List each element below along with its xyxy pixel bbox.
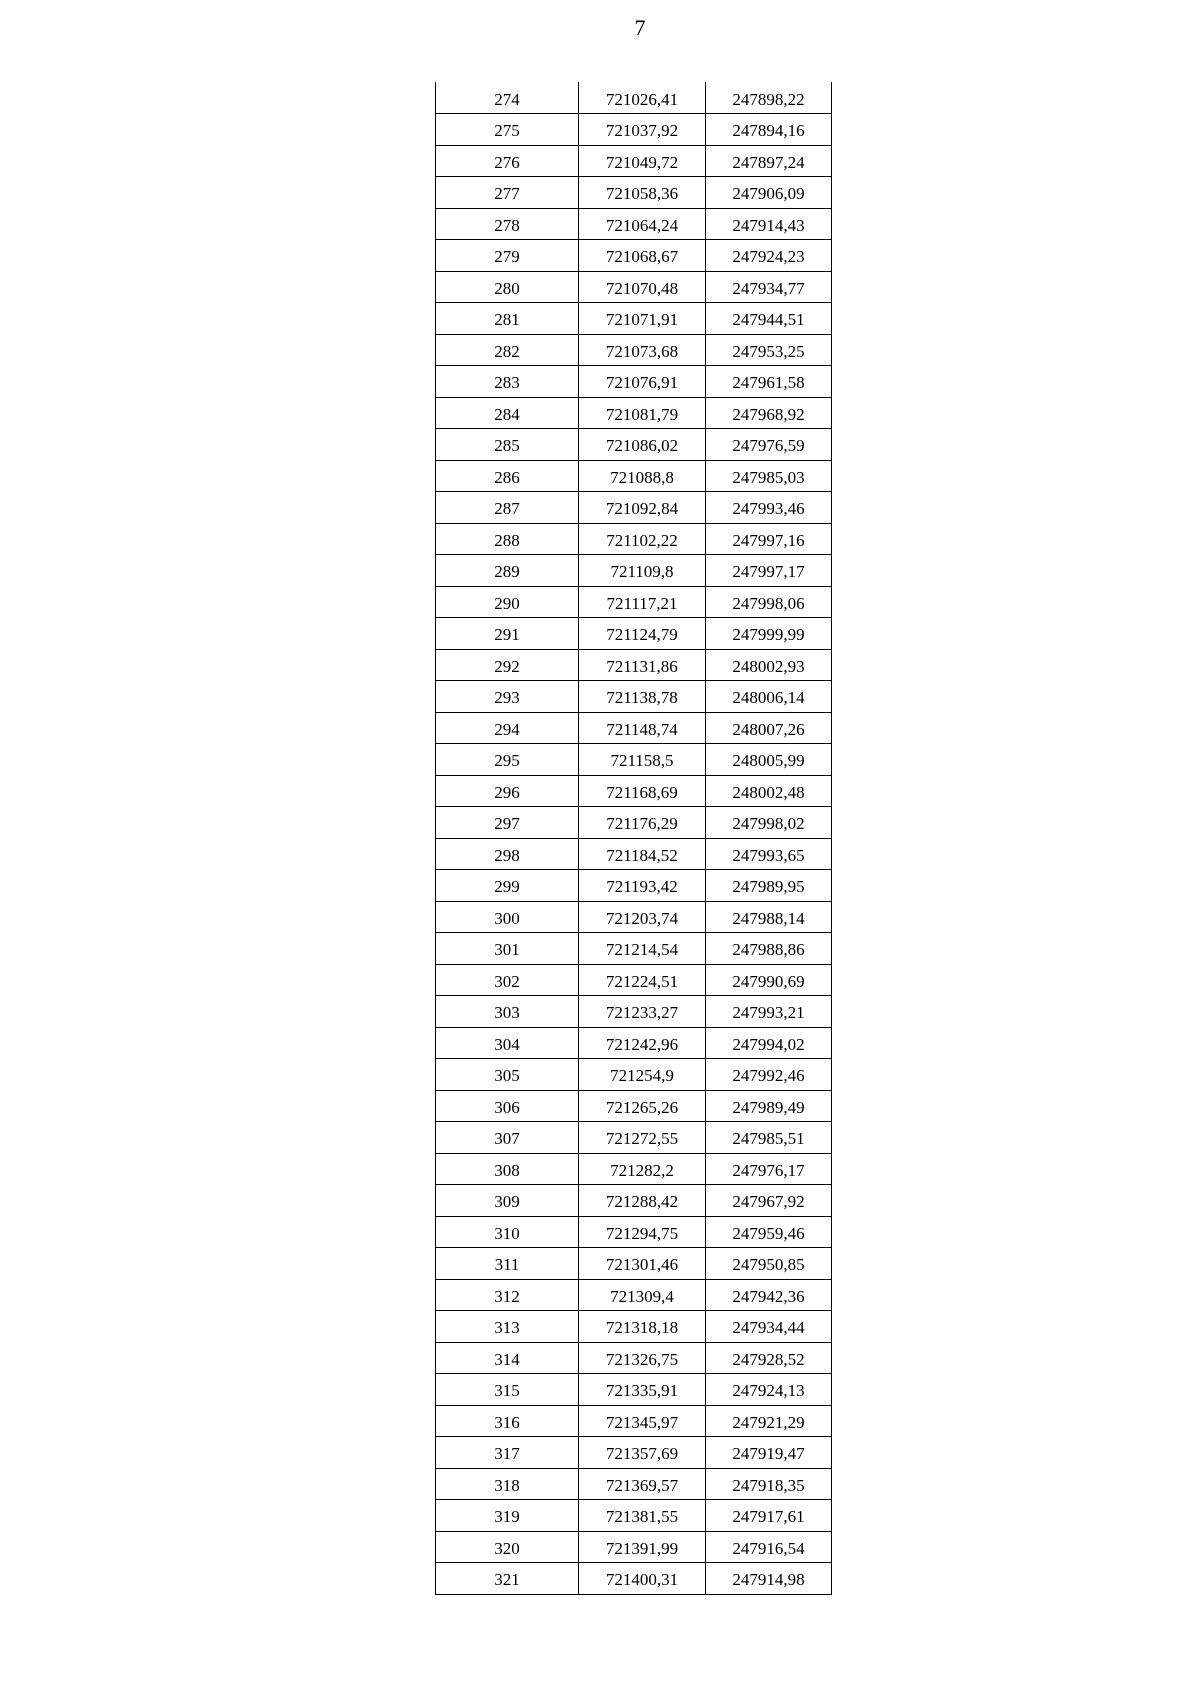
- table-row: [436, 1374, 832, 1406]
- x-coordinate-cell: 721233,27: [579, 996, 706, 1028]
- table-row: [436, 1500, 832, 1532]
- point-number-cell: 281: [436, 303, 579, 335]
- x-coordinate-cell: 721148,74: [579, 712, 706, 744]
- table-row: [436, 649, 832, 681]
- point-number-cell: 291: [436, 618, 579, 650]
- x-coordinate-cell: 721086,02: [579, 429, 706, 461]
- x-coordinate-cell: 721254,9: [579, 1059, 706, 1091]
- x-coordinate-cell: 721282,2: [579, 1153, 706, 1185]
- x-coordinate-cell: 721076,91: [579, 366, 706, 398]
- point-number-cell: 283: [436, 366, 579, 398]
- x-coordinate-cell: 721301,46: [579, 1248, 706, 1280]
- table-row: [436, 1153, 832, 1185]
- x-coordinate-cell: 721184,52: [579, 838, 706, 870]
- point-number-cell: 313: [436, 1311, 579, 1343]
- point-number-cell: 298: [436, 838, 579, 870]
- x-coordinate-cell: 721193,42: [579, 870, 706, 902]
- point-number-cell: 279: [436, 240, 579, 272]
- y-coordinate-cell: 247997,17: [706, 555, 832, 587]
- point-number-cell: 303: [436, 996, 579, 1028]
- x-coordinate-cell: 721064,24: [579, 208, 706, 240]
- y-coordinate-cell: 247959,46: [706, 1216, 832, 1248]
- y-coordinate-cell: 247942,36: [706, 1279, 832, 1311]
- point-number-cell: 276: [436, 145, 579, 177]
- y-coordinate-cell: 247994,02: [706, 1027, 832, 1059]
- point-number-cell: 311: [436, 1248, 579, 1280]
- y-coordinate-cell: 247897,24: [706, 145, 832, 177]
- y-coordinate-cell: 248002,48: [706, 775, 832, 807]
- point-number-cell: 292: [436, 649, 579, 681]
- y-coordinate-cell: 247914,43: [706, 208, 832, 240]
- x-coordinate-cell: 721117,21: [579, 586, 706, 618]
- table-row: [436, 177, 832, 209]
- x-coordinate-cell: 721068,67: [579, 240, 706, 272]
- point-number-cell: 302: [436, 964, 579, 996]
- table-row: [436, 1248, 832, 1280]
- x-coordinate-cell: 721138,78: [579, 681, 706, 713]
- table-row: [436, 618, 832, 650]
- point-number-cell: 318: [436, 1468, 579, 1500]
- y-coordinate-cell: 247953,25: [706, 334, 832, 366]
- table-row: [436, 933, 832, 965]
- x-coordinate-cell: 721058,36: [579, 177, 706, 209]
- y-coordinate-cell: 247944,51: [706, 303, 832, 335]
- point-number-cell: 274: [436, 82, 579, 114]
- x-coordinate-cell: 721357,69: [579, 1437, 706, 1469]
- point-number-cell: 312: [436, 1279, 579, 1311]
- y-coordinate-cell: 247998,02: [706, 807, 832, 839]
- point-number-cell: 314: [436, 1342, 579, 1374]
- point-number-cell: 280: [436, 271, 579, 303]
- point-number-cell: 294: [436, 712, 579, 744]
- table-row: [436, 555, 832, 587]
- point-number-cell: 309: [436, 1185, 579, 1217]
- page-number: 7: [634, 15, 646, 40]
- y-coordinate-cell: 247894,16: [706, 114, 832, 146]
- x-coordinate-cell: 721391,99: [579, 1531, 706, 1563]
- point-number-cell: 296: [436, 775, 579, 807]
- x-coordinate-cell: 721092,84: [579, 492, 706, 524]
- y-coordinate-cell: 247998,06: [706, 586, 832, 618]
- point-number-cell: 310: [436, 1216, 579, 1248]
- table-row: [436, 1279, 832, 1311]
- x-coordinate-cell: 721294,75: [579, 1216, 706, 1248]
- table-row: [436, 240, 832, 272]
- table-row: [436, 838, 832, 870]
- x-coordinate-cell: 721049,72: [579, 145, 706, 177]
- point-number-cell: 285: [436, 429, 579, 461]
- point-number-cell: 308: [436, 1153, 579, 1185]
- y-coordinate-cell: 247934,77: [706, 271, 832, 303]
- x-coordinate-cell: 721088,8: [579, 460, 706, 492]
- y-coordinate-cell: 247976,17: [706, 1153, 832, 1185]
- y-coordinate-cell: 247921,29: [706, 1405, 832, 1437]
- point-number-cell: 305: [436, 1059, 579, 1091]
- table-row: [436, 208, 832, 240]
- y-coordinate-cell: 247993,46: [706, 492, 832, 524]
- y-coordinate-cell: 247917,61: [706, 1500, 832, 1532]
- y-coordinate-cell: 247988,86: [706, 933, 832, 965]
- y-coordinate-cell: 247985,51: [706, 1122, 832, 1154]
- x-coordinate-cell: 721102,22: [579, 523, 706, 555]
- table-row: [436, 303, 832, 335]
- point-number-cell: 319: [436, 1500, 579, 1532]
- y-coordinate-cell: 247916,54: [706, 1531, 832, 1563]
- point-number-cell: 321: [436, 1563, 579, 1595]
- table-row: [436, 586, 832, 618]
- point-number-cell: 299: [436, 870, 579, 902]
- table-row: [436, 397, 832, 429]
- table-row: [436, 366, 832, 398]
- point-number-cell: 275: [436, 114, 579, 146]
- y-coordinate-cell: 247976,59: [706, 429, 832, 461]
- point-number-cell: 307: [436, 1122, 579, 1154]
- x-coordinate-cell: 721326,75: [579, 1342, 706, 1374]
- table-row: [436, 870, 832, 902]
- y-coordinate-cell: 247924,13: [706, 1374, 832, 1406]
- table-row: [436, 996, 832, 1028]
- x-coordinate-cell: 721265,26: [579, 1090, 706, 1122]
- y-coordinate-cell: 247968,92: [706, 397, 832, 429]
- x-coordinate-cell: 721124,79: [579, 618, 706, 650]
- table-row: [436, 334, 832, 366]
- y-coordinate-cell: 247989,49: [706, 1090, 832, 1122]
- x-coordinate-cell: 721073,68: [579, 334, 706, 366]
- table-row: [436, 1216, 832, 1248]
- table-row: [436, 712, 832, 744]
- point-number-cell: 297: [436, 807, 579, 839]
- point-number-cell: 287: [436, 492, 579, 524]
- y-coordinate-cell: 248006,14: [706, 681, 832, 713]
- y-coordinate-cell: 247985,03: [706, 460, 832, 492]
- point-number-cell: 277: [436, 177, 579, 209]
- x-coordinate-cell: 721203,74: [579, 901, 706, 933]
- x-coordinate-cell: 721309,4: [579, 1279, 706, 1311]
- y-coordinate-cell: 247992,46: [706, 1059, 832, 1091]
- point-number-cell: 320: [436, 1531, 579, 1563]
- table-row: [436, 1563, 832, 1595]
- table-row: [436, 1185, 832, 1217]
- table-row: [436, 1437, 832, 1469]
- x-coordinate-cell: 721026,41: [579, 82, 706, 114]
- y-coordinate-cell: 247898,22: [706, 82, 832, 114]
- table-row: [436, 775, 832, 807]
- y-coordinate-cell: 247967,92: [706, 1185, 832, 1217]
- table-row: [436, 145, 832, 177]
- x-coordinate-cell: 721109,8: [579, 555, 706, 587]
- table-row: [436, 1059, 832, 1091]
- x-coordinate-cell: 721272,55: [579, 1122, 706, 1154]
- table-row: [436, 492, 832, 524]
- point-number-cell: 290: [436, 586, 579, 618]
- y-coordinate-cell: 247961,58: [706, 366, 832, 398]
- y-coordinate-cell: 247993,65: [706, 838, 832, 870]
- point-number-cell: 286: [436, 460, 579, 492]
- x-coordinate-cell: 721158,5: [579, 744, 706, 776]
- table-row: [436, 681, 832, 713]
- x-coordinate-cell: 721037,92: [579, 114, 706, 146]
- x-coordinate-cell: 721071,91: [579, 303, 706, 335]
- table-row: [436, 1090, 832, 1122]
- y-coordinate-cell: 247989,95: [706, 870, 832, 902]
- point-number-cell: 317: [436, 1437, 579, 1469]
- point-number-cell: 304: [436, 1027, 579, 1059]
- y-coordinate-cell: 248002,93: [706, 649, 832, 681]
- table-row: [436, 964, 832, 996]
- y-coordinate-cell: 248005,99: [706, 744, 832, 776]
- table-row: [436, 901, 832, 933]
- x-coordinate-cell: 721288,42: [579, 1185, 706, 1217]
- point-number-cell: 284: [436, 397, 579, 429]
- table-row: [436, 1405, 832, 1437]
- x-coordinate-cell: 721224,51: [579, 964, 706, 996]
- x-coordinate-cell: 721131,86: [579, 649, 706, 681]
- table-row: [436, 271, 832, 303]
- x-coordinate-cell: 721345,97: [579, 1405, 706, 1437]
- x-coordinate-cell: 721242,96: [579, 1027, 706, 1059]
- x-coordinate-cell: 721070,48: [579, 271, 706, 303]
- y-coordinate-cell: 247919,47: [706, 1437, 832, 1469]
- coordinates-table: [435, 82, 832, 1595]
- y-coordinate-cell: 247950,85: [706, 1248, 832, 1280]
- x-coordinate-cell: 721318,18: [579, 1311, 706, 1343]
- table-row: [436, 1468, 832, 1500]
- x-coordinate-cell: 721335,91: [579, 1374, 706, 1406]
- point-number-cell: 315: [436, 1374, 579, 1406]
- table-row: [436, 1122, 832, 1154]
- x-coordinate-cell: 721214,54: [579, 933, 706, 965]
- y-coordinate-cell: 247934,44: [706, 1311, 832, 1343]
- y-coordinate-cell: 247914,98: [706, 1563, 832, 1595]
- y-coordinate-cell: 247988,14: [706, 901, 832, 933]
- point-number-cell: 288: [436, 523, 579, 555]
- table-row: [436, 460, 832, 492]
- y-coordinate-cell: 247999,99: [706, 618, 832, 650]
- table-row: [436, 1342, 832, 1374]
- point-number-cell: 282: [436, 334, 579, 366]
- table-row: [436, 807, 832, 839]
- y-coordinate-cell: 248007,26: [706, 712, 832, 744]
- y-coordinate-cell: 247997,16: [706, 523, 832, 555]
- point-number-cell: 301: [436, 933, 579, 965]
- point-number-cell: 295: [436, 744, 579, 776]
- y-coordinate-cell: 247990,69: [706, 964, 832, 996]
- y-coordinate-cell: 247993,21: [706, 996, 832, 1028]
- table-row: [436, 114, 832, 146]
- y-coordinate-cell: 247906,09: [706, 177, 832, 209]
- point-number-cell: 306: [436, 1090, 579, 1122]
- x-coordinate-cell: 721168,69: [579, 775, 706, 807]
- table-row: [436, 523, 832, 555]
- point-number-cell: 300: [436, 901, 579, 933]
- y-coordinate-cell: 247924,23: [706, 240, 832, 272]
- point-number-cell: 289: [436, 555, 579, 587]
- x-coordinate-cell: 721176,29: [579, 807, 706, 839]
- point-number-cell: 316: [436, 1405, 579, 1437]
- x-coordinate-cell: 721369,57: [579, 1468, 706, 1500]
- coordinates-table-body: [436, 82, 832, 1594]
- table-row: [436, 744, 832, 776]
- table-row: [436, 429, 832, 461]
- y-coordinate-cell: 247918,35: [706, 1468, 832, 1500]
- point-number-cell: 293: [436, 681, 579, 713]
- x-coordinate-cell: 721381,55: [579, 1500, 706, 1532]
- y-coordinate-cell: 247928,52: [706, 1342, 832, 1374]
- table-row: [436, 82, 832, 114]
- x-coordinate-cell: 721400,31: [579, 1563, 706, 1595]
- table-row: [436, 1311, 832, 1343]
- table-row: [436, 1531, 832, 1563]
- table-row: [436, 1027, 832, 1059]
- x-coordinate-cell: 721081,79: [579, 397, 706, 429]
- point-number-cell: 278: [436, 208, 579, 240]
